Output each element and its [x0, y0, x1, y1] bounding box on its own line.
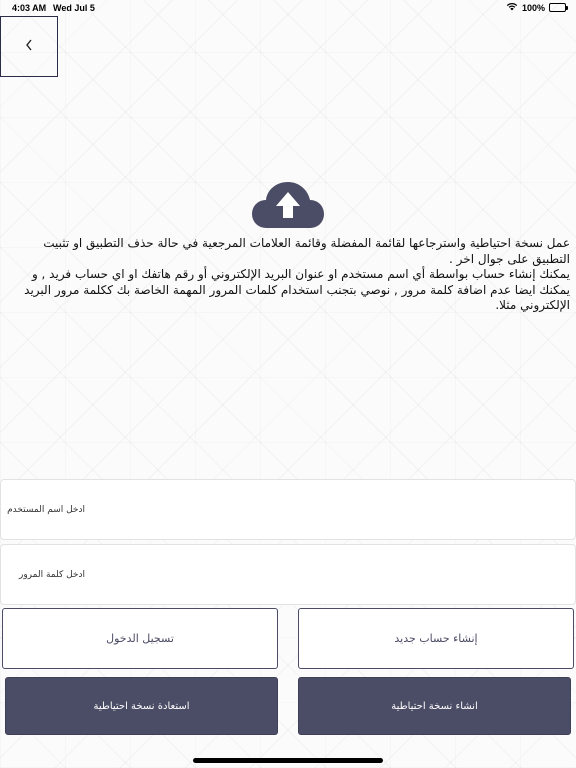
description-paragraph-2: يمكنك إنشاء حساب بواسطة أي اسم مستخدم او عنوان البريد الإلكتروني أو رقم هاتفك او اي حساب فريد , و يمكنك ايضا عدم اضافة كلمة مرور , نوصي بتجنب استخدام كلمات المرور المهمة الخاصة بك ككلمة مرور البريد الإلكتروني مثلا. — [24, 267, 570, 312]
restore-backup-button[interactable]: استعادة نسخة احتياطية — [5, 677, 278, 735]
back-button[interactable] — [0, 16, 58, 77]
password-field — [0, 544, 576, 605]
login-button[interactable]: تسجيل الدخول — [2, 608, 278, 669]
status-date: Wed Jul 5 — [53, 3, 95, 13]
password-input[interactable] — [1, 545, 575, 604]
username-input[interactable] — [1, 480, 575, 539]
create-account-button[interactable]: إنشاء حساب جديد — [298, 608, 574, 669]
home-indicator — [193, 758, 383, 763]
battery-icon — [549, 3, 566, 12]
username-field — [0, 479, 576, 540]
description-paragraph-1: عمل نسخة احتياطية واسترجاعها لقائمة المفضلة وقائمة العلامات المرجعية في حالة حذف التطبيق او تثبيت التطبيق على جوال اخر . — [43, 236, 570, 266]
battery-percentage: 100% — [521, 2, 545, 13]
cloud-upload-icon — [251, 181, 325, 229]
description — [6, 236, 570, 314]
wifi-icon — [506, 2, 518, 13]
chevron-left-icon — [24, 38, 34, 55]
status-time: 4:03 AM — [12, 3, 47, 13]
create-backup-button[interactable]: انشاء نسخة احتياطية — [298, 677, 571, 735]
status-bar — [0, 0, 576, 16]
status-right — [506, 2, 566, 13]
